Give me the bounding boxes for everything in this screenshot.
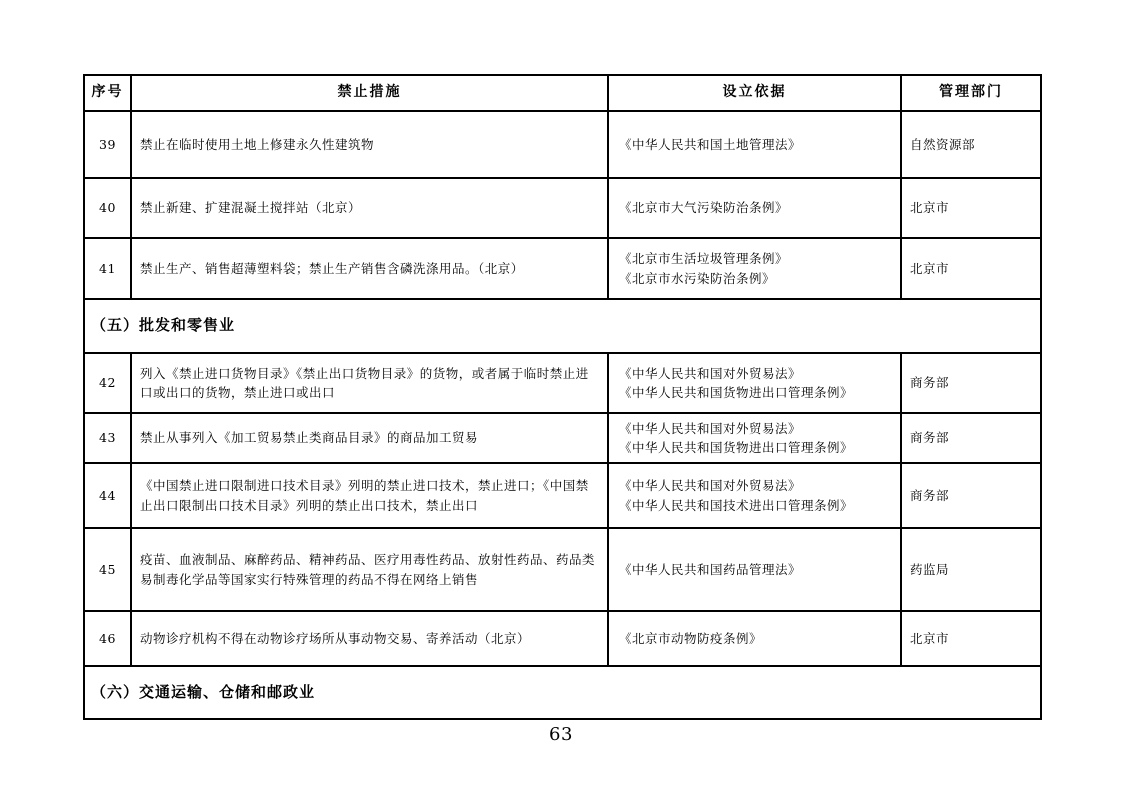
table-header [84, 75, 1041, 111]
basis-line: 《中华人民共和国对外贸易法》 [619, 420, 802, 436]
department-cell: 北京市 [901, 611, 1041, 666]
measure-cell: 动物诊疗机构不得在动物诊疗场所从事动物交易、寄养活动（北京） [131, 611, 608, 666]
basis-cell [608, 413, 901, 463]
basis-cell [608, 111, 901, 178]
section-row [84, 299, 1041, 353]
basis-line: 《北京市大气污染防治条例》 [619, 200, 789, 216]
basis-line: 《北京市水污染防治条例》 [619, 270, 776, 286]
basis-line: 《中华人民共和国药品管理法》 [619, 561, 802, 577]
basis-line: 《北京市动物防疫条例》 [619, 630, 763, 646]
header-cell-number: 序号 [84, 75, 131, 111]
basis-cell [608, 353, 901, 413]
row-number-cell: 43 [84, 413, 131, 463]
basis-cell [608, 463, 901, 528]
basis-line: 《中华人民共和国货物进出口管理条例》 [619, 440, 854, 455]
basis-cell [608, 178, 901, 238]
row-number-cell: 44 [84, 463, 131, 528]
header-cell-measure: 禁止措施 [131, 75, 608, 111]
table-row [84, 528, 1041, 611]
basis-cell [608, 611, 901, 666]
basis-cell [608, 528, 901, 611]
section-title: （六）交通运输、仓储和邮政业 [84, 666, 1041, 719]
table-row [84, 611, 1041, 666]
measure-cell: 禁止生产、销售超薄塑料袋；禁止生产销售含磷洗涤用品。（北京） [131, 238, 608, 299]
row-number-cell: 39 [84, 111, 131, 178]
header-cell-basis: 设立依据 [608, 75, 901, 111]
row-number-cell: 45 [84, 528, 131, 611]
basis-cell [608, 238, 901, 299]
department-cell: 商务部 [901, 463, 1041, 528]
table-row [84, 111, 1041, 178]
basis-line: 《北京市生活垃圾管理条例》 [619, 251, 789, 267]
basis-line: 《中华人民共和国对外贸易法》 [619, 365, 802, 381]
department-cell: 商务部 [901, 353, 1041, 413]
department-cell: 北京市 [901, 178, 1041, 238]
table-body [84, 111, 1041, 719]
table-row [84, 178, 1041, 238]
header-row [84, 75, 1041, 111]
table-row [84, 238, 1041, 299]
department-cell: 商务部 [901, 413, 1041, 463]
basis-line: 《中华人民共和国土地管理法》 [619, 136, 802, 152]
table-row [84, 353, 1041, 413]
department-cell: 北京市 [901, 238, 1041, 299]
basis-line: 《中华人民共和国技术进出口管理条例》 [619, 497, 854, 513]
measure-cell: 疫苗、血液制品、麻醉药品、精神药品、医疗用毒性药品、放射性药品、药品类易制毒化学品等国家实行特殊管理的药品不得在网络上销售 [131, 528, 608, 611]
measure-cell: 禁止从事列入《加工贸易禁止类商品目录》的商品加工贸易 [131, 413, 608, 463]
page-number: 63 [549, 724, 573, 745]
table-row [84, 413, 1041, 463]
basis-line: 《中华人民共和国对外贸易法》 [619, 478, 802, 494]
section-row [84, 666, 1041, 719]
measure-cell: 列入《禁止进口货物目录》《禁止出口货物目录》的货物，或者属于临时禁止进口或出口的货物，禁止进口或出口 [131, 353, 608, 413]
department-cell: 自然资源部 [901, 111, 1041, 178]
measure-cell: 禁止在临时使用土地上修建永久性建筑物 [131, 111, 608, 178]
table-row [84, 463, 1041, 528]
row-number-cell: 40 [84, 178, 131, 238]
row-number-cell: 42 [84, 353, 131, 413]
measure-cell: 《中国禁止进口限制进口技术目录》列明的禁止进口技术，禁止进口；《中国禁止出口限制出口技术目录》列明的禁止出口技术，禁止出口 [131, 463, 608, 528]
row-number-cell: 46 [84, 611, 131, 666]
row-number-cell: 41 [84, 238, 131, 299]
section-title: （五）批发和零售业 [84, 299, 1041, 353]
measure-cell: 禁止新建、扩建混凝土搅拌站（北京） [131, 178, 608, 238]
department-cell: 药监局 [901, 528, 1041, 611]
basis-line: 《中华人民共和国货物进出口管理条例》 [619, 385, 854, 400]
prohibition-measures-table [83, 74, 1042, 720]
header-cell-department: 管理部门 [901, 75, 1041, 111]
